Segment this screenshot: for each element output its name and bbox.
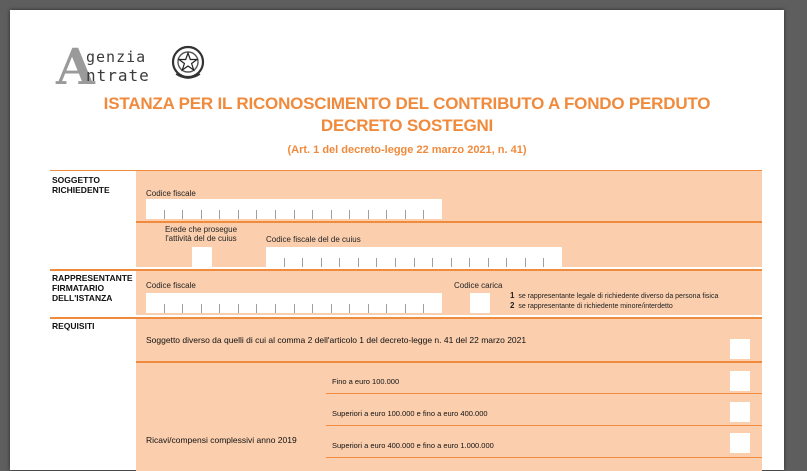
document-title-line-2: DECRETO SOSTEGNI [320, 116, 494, 135]
erede-label-line-2: l'attività del de cuius [165, 234, 237, 243]
erede-label [158, 225, 244, 243]
fascia-3-label: Superiori a euro 400.000 e fino a euro 1.000.000 [332, 441, 494, 450]
fascia-1-checkbox[interactable] [730, 371, 750, 391]
application-form [50, 170, 762, 471]
rappresentante-label-line-3: DELL'ISTANZA [52, 293, 113, 303]
codice-carica-input[interactable] [470, 293, 490, 313]
document-title-line-1: ISTANZA PER IL RICONOSCIMENTO DEL CONTRIBUTO A FONDO PERDUTO [103, 94, 711, 113]
note-1-number: 1 [510, 291, 515, 300]
codice-fiscale-input[interactable] [146, 199, 442, 219]
section-label-requisiti: REQUISITI [52, 321, 95, 331]
codice-carica-note-2 [510, 301, 673, 311]
cf-de-cuius-input[interactable] [266, 247, 562, 267]
soggetto-divider [136, 221, 762, 223]
fascia-2-label: Superiori a euro 100.000 e fino a euro 400.000 [332, 409, 488, 418]
document-subtitle: (Art. 1 del decreto-legge 22 marzo 2021, n. 41) [287, 144, 527, 156]
note-1-text: se rappresentante legale di richiedente diverso da persona fisica [518, 293, 719, 300]
codice-fiscale-label: Codice fiscale [146, 189, 196, 198]
soggetto-diverso-text: Soggetto diverso da quelli di cui al comma 2 dell'articolo 1 del decreto-legge n. 41 del 22 marzo 2021 [146, 335, 527, 345]
fascia-divider-1 [326, 393, 762, 394]
logo-letter-a: A [56, 37, 95, 96]
ricavi-label: Ricavi/compensi complessivi anno 2019 [146, 435, 297, 445]
erede-label-line-1: Erede che prosegue [164, 225, 238, 234]
rappresentante-label-line-2: FIRMATARIO [52, 283, 105, 293]
section-label-rappresentante [52, 273, 133, 303]
fascia-2-checkbox[interactable] [730, 402, 750, 422]
fascia-3-checkbox[interactable] [730, 433, 750, 453]
document-page [10, 10, 784, 470]
codice-carica-note-1 [510, 291, 718, 301]
rappresentante-cf-label: Codice fiscale [146, 281, 196, 290]
soggetto-diverso-checkbox[interactable] [730, 339, 750, 359]
rappresentante-cf-input[interactable] [146, 293, 442, 313]
soggetto-label-line-2: RICHIEDENTE [52, 185, 110, 195]
agenzia-entrate-logo [56, 37, 226, 100]
rappresentante-label-line-1: RAPPRESENTANTE [52, 273, 133, 283]
fascia-divider-3 [326, 457, 762, 458]
requisiti-divider [136, 361, 762, 363]
logo-word-agenzia: genzia [86, 48, 147, 66]
erede-checkbox[interactable] [192, 247, 212, 267]
soggetto-label-line-1: SOGGETTO [52, 175, 101, 185]
codice-carica-label: Codice carica [454, 281, 503, 290]
fascia-divider-2 [326, 425, 762, 426]
cf-de-cuius-label: Codice fiscale del de cuius [266, 235, 361, 244]
logo-word-entrate: ntrate [86, 66, 150, 85]
note-2-number: 2 [510, 301, 515, 310]
republic-emblem-icon [170, 44, 206, 82]
section-label-soggetto [52, 175, 110, 195]
note-2-text: se rappresentante di richiedente minore/interdetto [518, 303, 673, 310]
fascia-1-label: Fino a euro 100.000 [332, 377, 400, 386]
